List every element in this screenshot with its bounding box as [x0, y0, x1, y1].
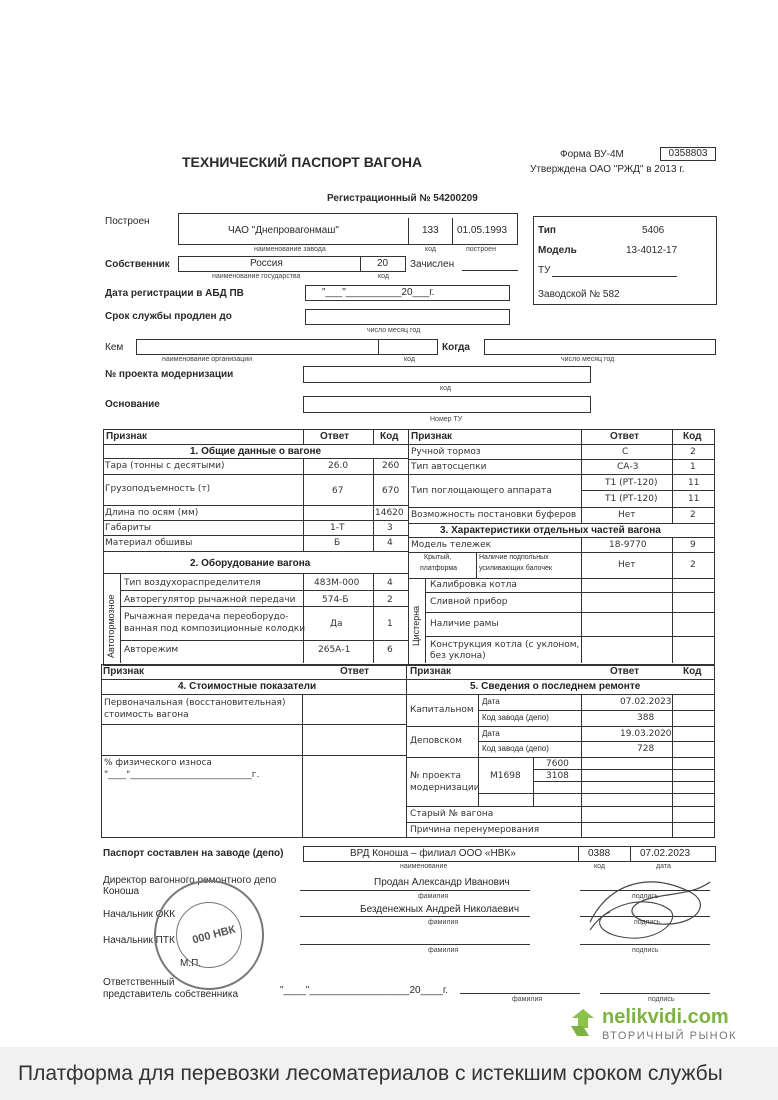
responsible-label-1: Ответственный	[103, 977, 175, 988]
platform-label: платформа	[420, 565, 458, 572]
caption-code: код	[425, 246, 436, 253]
compiled-code: 0388	[588, 848, 611, 859]
project-code: М1698	[490, 771, 521, 781]
section-1-title: 1. Общие данные о вагоне	[190, 446, 322, 457]
t2-row-answer: Т1 (РТ-120)	[605, 478, 658, 488]
tank-row: Конструкция котла (с уклоном,	[430, 640, 580, 650]
initial-cost-1: Первоначальная (восстановительная)	[104, 698, 286, 708]
caption-compiled-name: наименование	[400, 863, 448, 870]
model-value: 13-4012-17	[626, 245, 678, 256]
type-label: Тип	[538, 225, 556, 236]
t1-header-sign: Признак	[106, 431, 148, 442]
service-label: Срок службы продлен до	[105, 311, 232, 322]
old-number-label: Старый № вагона	[410, 809, 494, 819]
owner-label: Собственник	[105, 259, 170, 270]
t1-row-sign: Тара (тонны с десятыми)	[105, 461, 225, 471]
responsible-date: "____"__________________20____г.	[280, 985, 449, 996]
t2-header-sign: Признак	[411, 431, 453, 442]
project-value-2: 3108	[546, 771, 569, 781]
initial-cost-2: стоимость вагона	[104, 710, 189, 720]
t1-row-answer: 1-Т	[330, 523, 345, 533]
tank-row: Сливной прибор	[430, 597, 508, 607]
beams-answer: Нет	[618, 560, 636, 570]
form-number: 0358803	[660, 147, 716, 161]
t3-header-sign: Признак	[103, 666, 145, 677]
t2-row-code: 2	[690, 510, 696, 520]
abd-label: Дата регистрации в АБД ПВ	[105, 288, 244, 299]
listing-caption: Платформа для перевозки лесоматериалов с истекшим сроком службы	[18, 1062, 723, 1085]
t2-row-code: 11	[688, 494, 700, 504]
caption-when-date: число месяц год	[561, 356, 615, 363]
t2-row-sign: Тип поглощающего аппарата	[411, 486, 552, 496]
t1-header-answer: Ответ	[320, 431, 350, 442]
recycle-icon	[566, 1006, 600, 1040]
t1-equip-answer: 265А-1	[318, 645, 351, 655]
when-label: Когда	[442, 342, 470, 353]
owner-name: Россия	[250, 258, 283, 269]
modern-box	[303, 366, 591, 383]
t1-row-sign: Габариты	[105, 523, 151, 533]
depot-code: 728	[637, 744, 655, 754]
caption-compiled-date: дата	[656, 863, 671, 870]
t1-equip-code: 1	[387, 619, 393, 629]
built-label: Построен	[105, 216, 150, 227]
t1-row-sign: Длина по осям (мм)	[105, 508, 199, 518]
project-value-1: 7600	[546, 759, 569, 769]
bogie-label: Модель тележек	[411, 540, 492, 550]
t2-row-answer: Т1 (РТ-120)	[605, 494, 658, 504]
beams-label-2: усиливающих балочек	[479, 565, 552, 572]
t2-row-code: 1	[690, 462, 696, 472]
caption-signature: подпись	[648, 996, 675, 1003]
caption-basis: Номер ТУ	[430, 416, 463, 423]
t2-header-answer: Ответ	[610, 431, 640, 442]
built-date: 01.05.1993	[457, 225, 508, 236]
t1-row-answer: 67	[332, 486, 344, 496]
seal-mp-label: М.П.	[180, 958, 202, 969]
when-box	[484, 339, 716, 355]
capital-date-label: Дата	[482, 697, 500, 706]
bogie-answer: 18-9770	[609, 540, 647, 550]
t2-header-code: Код	[683, 431, 702, 442]
modern-label: № проекта модернизации	[105, 369, 234, 380]
director-name: Продан Александр Иванович	[374, 877, 510, 888]
built-code: 133	[422, 225, 439, 236]
bogie-code: 9	[690, 540, 696, 550]
t2-row-answer: СА-3	[617, 462, 639, 472]
t1-row-sign: Материал обшивы	[105, 538, 193, 548]
basis-label: Основание	[105, 399, 160, 410]
owner-box	[178, 256, 406, 272]
t2-row-sign: Возможность постановки буферов	[411, 510, 577, 520]
ptk-label: Начальник ПТК	[103, 935, 175, 946]
abd-value: "___"__________20___г.	[305, 285, 510, 301]
caption-compiled-code: код	[594, 863, 605, 870]
owner-code: 20	[377, 258, 389, 269]
site-logo	[566, 1006, 766, 1046]
section-5-title: 5. Сведения о последнем ремонте	[470, 681, 641, 692]
form-label: Форма ВУ-4М	[560, 149, 624, 160]
section-4-title: 4. Стоимостные показатели	[178, 681, 317, 692]
logo-subtitle: ВТОРИЧНЫЙ РЫНОК	[602, 1030, 738, 1042]
type-value: 5406	[642, 225, 665, 236]
t1-equip-code: 2	[387, 595, 393, 605]
otk-name: Безденежных Андрей Николаевич	[360, 904, 520, 915]
t1-row-code: 14620	[375, 508, 404, 518]
service-box	[305, 309, 510, 325]
responsible-label-2: представитель собственника	[103, 989, 239, 1000]
caption-factory: наименование завода	[254, 246, 326, 253]
t1-equip-sign: Рычажная передача переоборудо-	[124, 612, 289, 622]
caption-by-code: код	[404, 356, 415, 363]
t1-equip-code: 4	[387, 578, 393, 588]
wear-label: % физического износа	[104, 758, 212, 768]
signature-scribble	[570, 890, 690, 950]
caption-service-date: число месяц год	[367, 327, 421, 334]
caption-signature: подпись	[632, 893, 659, 900]
beams-label-1: Наличие подпольных	[479, 554, 549, 561]
beams-code: 2	[690, 560, 696, 570]
approved-label: Утверждена ОАО "РЖД" в 2013 г.	[530, 164, 685, 175]
compiled-date: 07.02.2023	[640, 848, 691, 859]
caption-signature: подпись	[634, 919, 661, 926]
t1-row-answer: Б	[334, 538, 341, 548]
caption-surname: фамилия	[428, 947, 459, 954]
renumbering-label: Причина перенумерования	[410, 825, 540, 835]
t4-header-code: Код	[683, 666, 702, 677]
t2-row-code: 11	[688, 478, 700, 488]
t4-header-answer: Ответ	[610, 666, 640, 677]
director-label-1: Директор вагонного ремонтного депо	[103, 875, 277, 886]
caption-owner-code: код	[378, 273, 389, 280]
depot-date: 19.03.2020	[620, 729, 672, 739]
t2-row-answer: С	[622, 447, 629, 457]
caption-surname: фамилия	[428, 919, 459, 926]
t1-equip-answer: Да	[330, 619, 343, 629]
caption-surname: фамилия	[418, 893, 449, 900]
t1-equip-sign: Тип воздухораспределителя	[124, 578, 261, 588]
depot-repair-label: Деповском	[410, 736, 462, 746]
tu-label: ТУ	[538, 265, 551, 276]
compiled-label: Паспорт составлен на заводе (депо)	[103, 848, 284, 859]
t2-row-sign: Тип автосцепки	[411, 462, 487, 472]
caption-signature: подпись	[632, 947, 659, 954]
compiled-value: ВРД Коноша – филиал ООО «НВК»	[350, 848, 516, 859]
round-stamp	[154, 880, 264, 990]
caption-org: наименование организации	[162, 356, 253, 363]
caption-surname: фамилия	[512, 996, 543, 1003]
enrolled-label: Зачислен	[410, 259, 455, 270]
covered-label: Крытый,	[424, 554, 452, 561]
capital-code-label: Код завода (депо)	[482, 713, 549, 722]
tank-row: без уклона)	[430, 651, 486, 661]
t1-row-sign: Грузоподъемность (т)	[105, 484, 211, 494]
tank-label: Цистерна	[411, 605, 421, 646]
document-title: ТЕХНИЧЕСКИЙ ПАСПОРТ ВАГОНА	[182, 154, 423, 170]
registration-number: Регистрационный № 54200209	[327, 193, 478, 204]
by-whom-box	[136, 339, 438, 355]
t1-equip-sign-2: ванная под композиционные колодки	[124, 624, 306, 634]
tank-row: Наличие рамы	[430, 619, 499, 629]
director-label-2: Коноша	[103, 886, 140, 897]
wear-date: "____"___________________________г.	[104, 770, 260, 780]
auto-brake-label: Автотормозное	[106, 594, 116, 658]
logo-brand: nelikvidi.com	[602, 1006, 729, 1028]
capital-code: 388	[637, 713, 655, 723]
t1-row-code: 4	[387, 538, 393, 548]
t1-row-code: 3	[387, 523, 393, 533]
basis-box	[303, 396, 591, 413]
stamp-text: 000 НВК	[191, 923, 237, 947]
by-whom-label: Кем	[105, 342, 124, 353]
t1-equip-answer: 483М-000	[314, 578, 360, 588]
tank-row: Калибровка котла	[430, 580, 517, 590]
model-label: Модель	[538, 245, 577, 256]
project-label-2: модернизации	[410, 783, 480, 793]
section-2-title: 2. Оборудование вагона	[190, 558, 311, 569]
t2-row-code: 2	[690, 447, 696, 457]
t2-row-sign: Ручной тормоз	[411, 447, 481, 457]
t1-header-code: Код	[380, 431, 399, 442]
factory-number: Заводской № 582	[538, 289, 620, 300]
section-3-title: 3. Характеристики отдельных частей вагона	[440, 525, 661, 536]
t1-equip-sign: Авторегулятор рычажной передачи	[124, 595, 296, 605]
project-label-1: № проекта	[410, 771, 462, 781]
caption-built: построен	[466, 246, 496, 253]
otk-label: Начальник ОКК	[103, 909, 176, 920]
depot-date-label: Дата	[482, 729, 500, 738]
capital-repair-label: Капитальном	[410, 705, 474, 715]
listing-caption-bar	[0, 1047, 778, 1100]
capital-date: 07.02.2023	[620, 697, 672, 707]
t1-row-code: 670	[382, 486, 400, 496]
t1-equip-answer: 574-Б	[322, 595, 349, 605]
t1-row-answer: 26.0	[328, 461, 349, 471]
depot-code-label: Код завода (депо)	[482, 744, 549, 753]
t4-header-sign: Признак	[410, 666, 452, 677]
caption-country: наименование государства	[212, 273, 301, 280]
t1-equip-sign: Авторежим	[124, 645, 179, 655]
built-factory: ЧАО "Днепровагонмаш"	[228, 225, 339, 236]
t3-header-answer: Ответ	[340, 666, 370, 677]
t1-equip-code: 6	[387, 645, 393, 655]
t1-row-code: 260	[382, 461, 400, 471]
caption-modern: код	[440, 385, 451, 392]
t2-row-answer: Нет	[618, 510, 636, 520]
